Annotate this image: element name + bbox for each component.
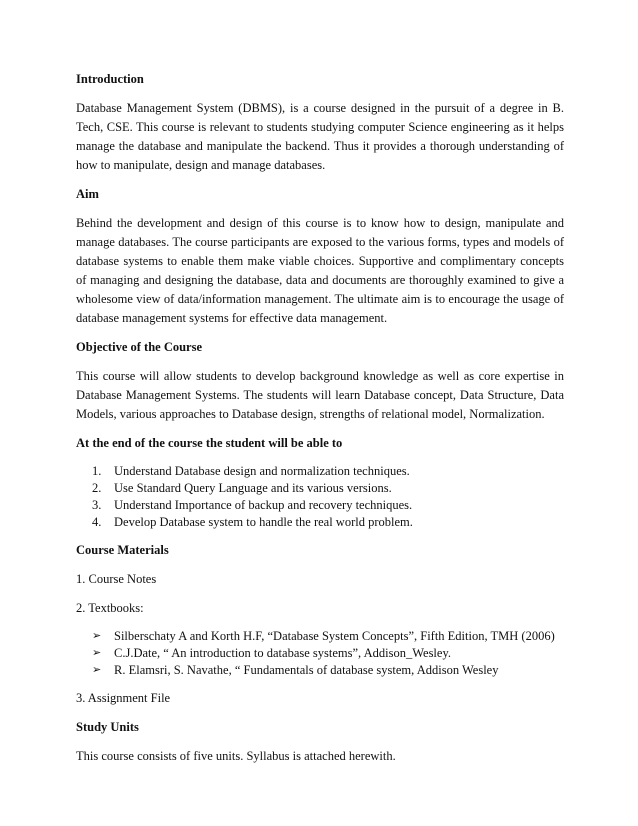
list-item [92, 662, 564, 679]
objective-paragraph: This course will allow students to develop background knowledge as well as core expertise in Database Management Systems. The students will learn Database concept, Data Structure, Data Models, various approaches to Database design, strengths of relational model, Normalization. [76, 369, 564, 421]
list-item-text: Use Standard Query Language and its various versions. [114, 481, 392, 495]
arrow-bullet-icon: ➢ [92, 630, 102, 642]
list-item-number: 3. [92, 498, 102, 512]
objective-heading: Objective of the Course [76, 340, 203, 354]
aim-paragraph: Behind the development and design of this course is to know how to design, manipulate and manage databases. The course participants are exposed to the various forms, types and models of database systems to enable them make viable choices. Supportive and complimentary concepts of managing and designing the database, data and documents are thoroughly examined to give a wholesome view of data/information management. The ultimate aim is to encourage the usage of database management systems for effective data management. [76, 216, 564, 325]
document-page [76, 70, 564, 776]
materials-heading: Course Materials [76, 543, 169, 557]
arrow-bullet-icon: ➢ [92, 647, 102, 659]
list-item [92, 463, 564, 480]
units-paragraph: This course consists of five units. Syllabus is attached herewith. [76, 749, 396, 763]
materials-item-assignment: 3. Assignment File [76, 691, 171, 705]
list-item [92, 628, 564, 645]
list-item [92, 497, 564, 514]
materials-item-textbooks: 2. Textbooks: [76, 601, 144, 615]
list-item-text: R. Elamsri, S. Navathe, “ Fundamentals of database system, Addison Wesley [114, 663, 499, 677]
outcomes-heading: At the end of the course the student will be able to [76, 436, 343, 450]
outcomes-list [76, 463, 564, 531]
list-item [92, 645, 564, 662]
intro-paragraph: Database Management System (DBMS), is a course designed in the pursuit of a degree in B. Tech, CSE. This course is relevant to students studying computer Science engineering as it helps manage the database and manipulate the backend. Thus it provides a thorough understanding of how to manipulate, design and manage databases. [76, 101, 564, 172]
list-item-text: C.J.Date, “ An introduction to database systems”, Addison_Wesley. [114, 646, 452, 660]
list-item-number: 4. [92, 515, 102, 529]
list-item-text: Understand Database design and normalization techniques. [114, 464, 410, 478]
list-item-number: 1. [92, 464, 102, 478]
textbook-list [76, 628, 564, 679]
arrow-bullet-icon: ➢ [92, 664, 102, 676]
aim-heading: Aim [76, 187, 99, 201]
list-item-text: Silberschaty A and Korth H.F, “Database System Concepts”, Fifth Edition, TMH (2006) [114, 629, 555, 643]
intro-heading: Introduction [76, 72, 144, 86]
list-item-text: Understand Importance of backup and recovery techniques. [114, 498, 413, 512]
list-item [92, 480, 564, 497]
list-item [92, 514, 564, 531]
list-item-number: 2. [92, 481, 102, 495]
units-heading: Study Units [76, 720, 139, 734]
materials-item-notes: 1. Course Notes [76, 572, 157, 586]
list-item-text: Develop Database system to handle the real world problem. [114, 515, 413, 529]
